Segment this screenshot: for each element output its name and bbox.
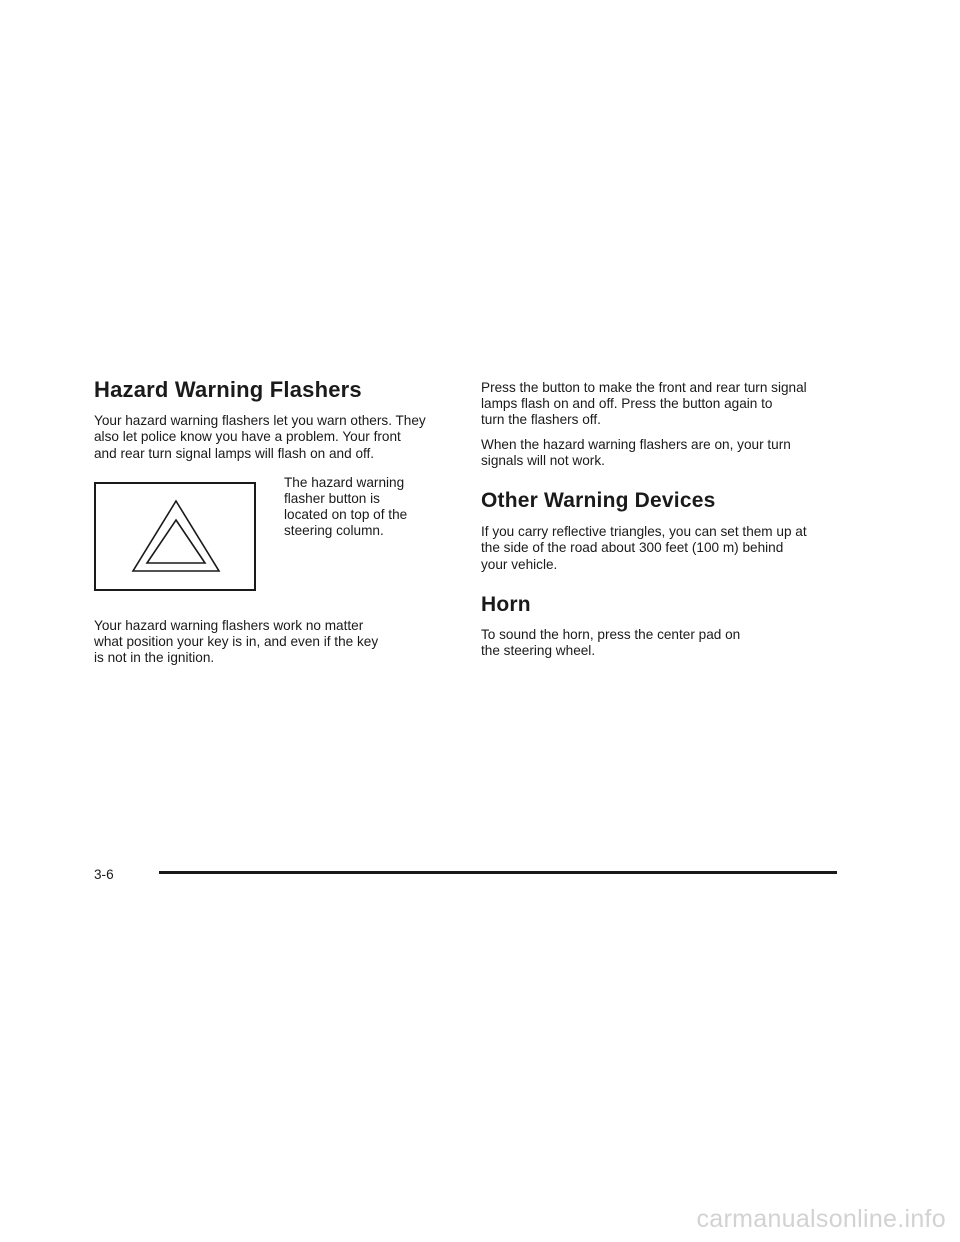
page-number: 3-6 xyxy=(94,867,114,882)
other-warning-devices-text: If you carry reflective triangles, you can set them up at the side of the road about 300 feet (100 m) behind your vehicle. xyxy=(481,524,807,572)
hazard-button-figure xyxy=(94,482,256,591)
hazard-intro-text: Your hazard warning flashers let you warn others. They also let police know you have a problem. Your front and rear turn signal lamps will flash on and off. xyxy=(94,413,426,461)
hazard-figure-caption: The hazard warning flasher button is located on top of the steering column. xyxy=(284,474,408,539)
footer-rule xyxy=(159,871,837,874)
left-column xyxy=(94,378,474,666)
hazard-triangle-icon xyxy=(96,484,254,589)
watermark: carmanualsonline.info xyxy=(696,1205,946,1233)
horn-text: To sound the horn, press the center pad on the steering wheel. xyxy=(481,626,741,659)
press-button-text: Press the button to make the front and rear turn signal lamps flash on and off. Press the button again to turn the flashers off. xyxy=(481,380,807,428)
horn-heading: Horn xyxy=(481,592,531,616)
other-warning-devices-heading: Other Warning Devices xyxy=(481,489,716,513)
right-column xyxy=(481,380,861,659)
hazard-warning-heading: Hazard Warning Flashers xyxy=(94,377,362,402)
hazard-key-position-text: Your hazard warning flashers work no matter what position your key is in, and even if the key is not in the ignition. xyxy=(94,617,379,666)
hazard-figure-row xyxy=(94,475,474,595)
turn-signals-note: When the hazard warning flashers are on, your turn signals will not work. xyxy=(481,436,791,468)
